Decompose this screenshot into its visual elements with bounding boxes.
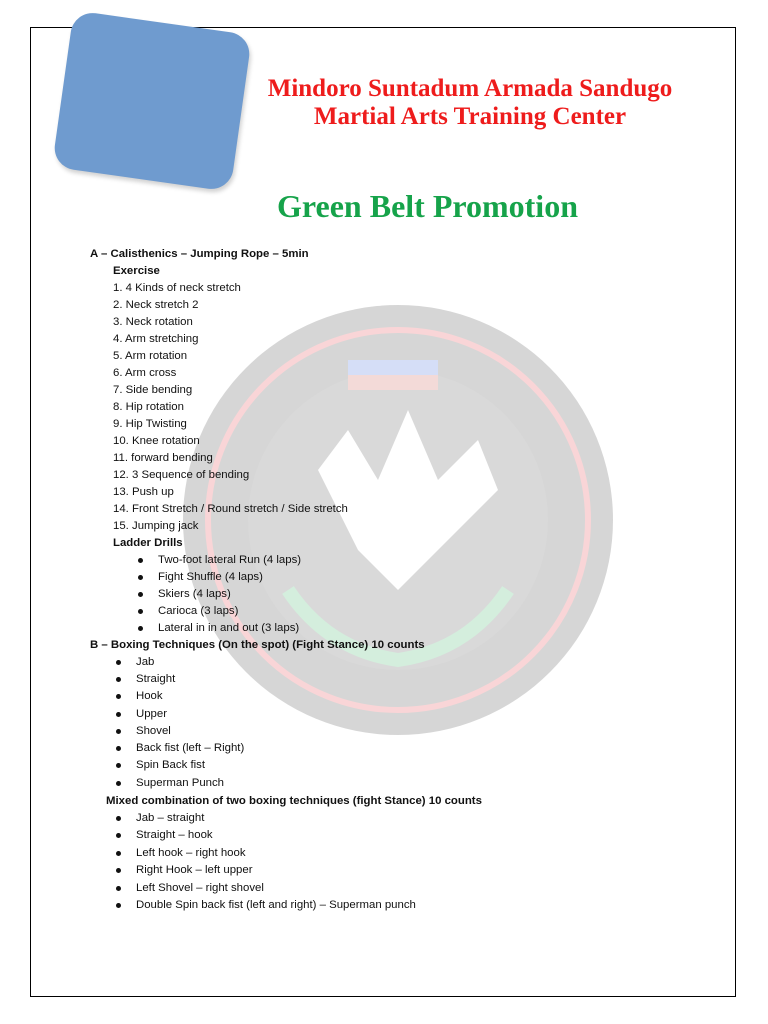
bullet-icon — [116, 816, 121, 821]
bullet-icon — [138, 575, 143, 580]
bullet-icon — [116, 694, 121, 699]
list-item: 14. Front Stretch / Round stretch / Side stretch — [113, 503, 348, 515]
list-item: 2. Neck stretch 2 — [113, 299, 199, 311]
bullet-icon — [116, 729, 121, 734]
list-item: Lateral in in and out (3 laps) — [158, 622, 300, 634]
bullet-icon — [138, 592, 143, 597]
bullet-icon — [138, 626, 143, 631]
bullet-icon — [116, 851, 121, 856]
list-item: Jab – straight — [136, 812, 205, 824]
list-item: 12. 3 Sequence of bending — [113, 469, 250, 481]
list-item: Fight Shuffle (4 laps) — [158, 571, 263, 583]
section-a-heading: A – Calisthenics – Jumping Rope – 5min — [90, 248, 309, 260]
list-item: Upper — [136, 708, 168, 720]
list-item: Back fist (left – Right) — [136, 742, 245, 754]
list-item: Double Spin back fist (left and right) – Superman punch — [136, 899, 416, 911]
list-item: Right Hook – left upper — [136, 864, 253, 876]
center-name-line1: Mindoro Suntadum Armada Sandugo — [267, 75, 673, 102]
bullet-icon — [116, 781, 121, 786]
list-item: 13. Push up — [113, 486, 174, 498]
bullet-icon — [116, 746, 121, 751]
list-item: 3. Neck rotation — [113, 316, 193, 328]
list-item: Left hook – right hook — [136, 847, 246, 859]
list-item: 6. Arm cross — [113, 367, 177, 379]
bullet-icon — [116, 886, 121, 891]
list-item: Carioca (3 laps) — [158, 605, 239, 617]
list-item: Superman Punch — [136, 777, 225, 789]
combo-heading: Mixed combination of two boxing techniques (fight Stance) 10 counts — [106, 795, 482, 807]
list-item: 1. 4 Kinds of neck stretch — [113, 282, 241, 294]
list-item: 11. forward bending — [113, 452, 213, 464]
list-item: Two-foot lateral Run (4 laps) — [158, 554, 302, 566]
watermark-emblem — [178, 290, 618, 750]
list-item: 4. Arm stretching — [113, 333, 199, 345]
bullet-icon — [116, 660, 121, 665]
bullet-icon — [116, 677, 121, 682]
list-item: Straight — [136, 673, 176, 685]
bullet-icon — [116, 903, 121, 908]
logo-placeholder — [52, 10, 252, 192]
section-b-heading: B – Boxing Techniques (On the spot) (Fight Stance) 10 counts — [90, 639, 425, 651]
exercise-heading: Exercise — [113, 265, 160, 277]
center-name-line2: Martial Arts Training Center — [313, 103, 627, 130]
ladder-drills-heading: Ladder Drills — [113, 537, 183, 549]
list-item: Hook — [136, 690, 163, 702]
list-item: 15. Jumping jack — [113, 520, 199, 532]
bullet-icon — [138, 609, 143, 614]
list-item: Jab — [136, 656, 155, 668]
bullet-icon — [138, 558, 143, 563]
list-item: 8. Hip rotation — [113, 401, 184, 413]
list-item: Shovel — [136, 725, 171, 737]
list-item: Left Shovel – right shovel — [136, 882, 264, 894]
bullet-icon — [116, 868, 121, 873]
list-item: 10. Knee rotation — [113, 435, 200, 447]
bullet-icon — [116, 833, 121, 838]
list-item: 7. Side bending — [113, 384, 193, 396]
bullet-icon — [116, 712, 121, 717]
list-item: 5. Arm rotation — [113, 350, 188, 362]
promotion-title: Green Belt Promotion — [277, 188, 578, 224]
bullet-icon — [116, 763, 121, 768]
list-item: 9. Hip Twisting — [113, 418, 187, 430]
list-item: Skiers (4 laps) — [158, 588, 231, 600]
list-item: Spin Back fist — [136, 759, 206, 771]
list-item: Straight – hook — [136, 829, 213, 841]
